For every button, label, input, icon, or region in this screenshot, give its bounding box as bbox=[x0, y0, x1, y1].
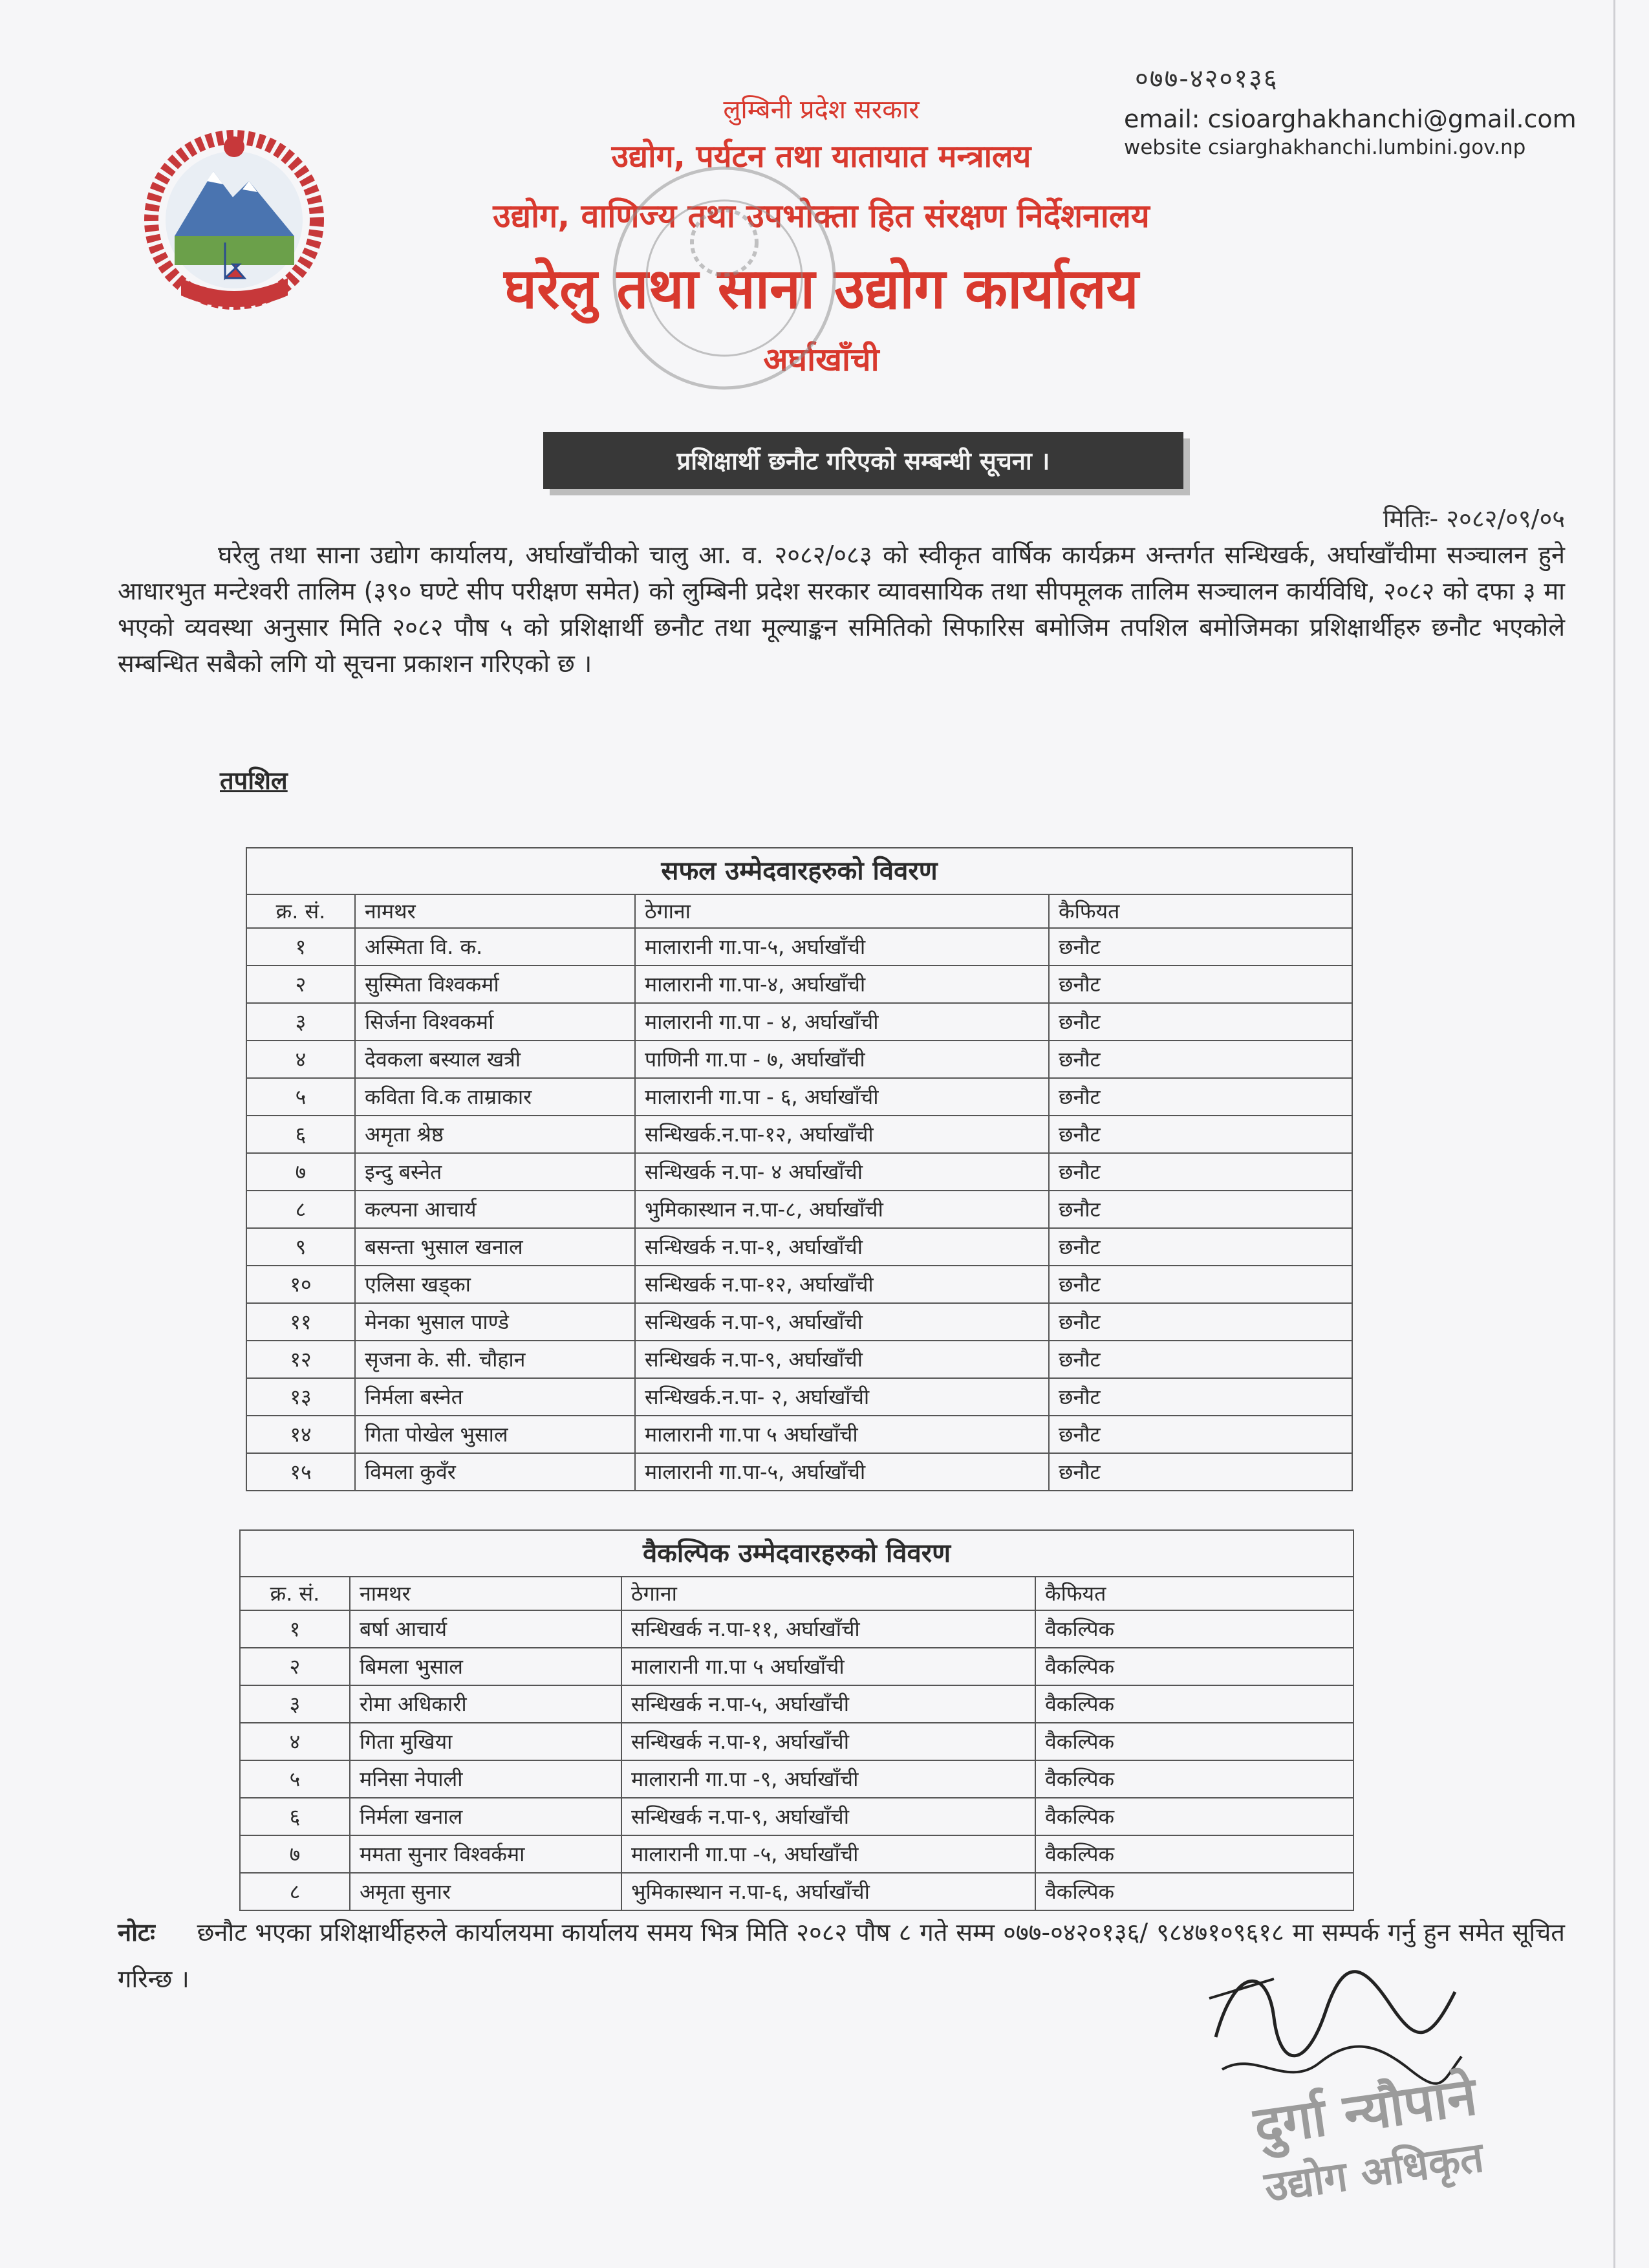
serial-cell: ७ bbox=[240, 1835, 350, 1873]
name-cell: सिर्जना विश्वकर्मा bbox=[355, 1003, 635, 1041]
name-cell: विमला कुवँर bbox=[355, 1453, 635, 1491]
column-header: कैफियत bbox=[1049, 894, 1352, 928]
address-cell: मालारानी गा.पा -९, अर्घाखाँची bbox=[621, 1760, 1035, 1798]
selected-candidates-table bbox=[246, 847, 1353, 1491]
table-row bbox=[246, 928, 1352, 966]
office-name: घरेलु तथा साना उद्योग कार्यालय bbox=[504, 257, 1139, 321]
name-cell: गिता मुखिया bbox=[350, 1723, 621, 1760]
remarks-cell: छनौट bbox=[1049, 1041, 1352, 1078]
remarks-cell: छनौट bbox=[1049, 1078, 1352, 1116]
scan-edge-divider bbox=[1613, 0, 1615, 2268]
table-row bbox=[246, 1378, 1352, 1416]
column-header: नामथर bbox=[355, 894, 635, 928]
serial-cell: ३ bbox=[246, 1003, 355, 1041]
remarks-cell: वैकल्पिक bbox=[1035, 1798, 1353, 1835]
notice-date: मितिः- २०८२/०९/०५ bbox=[1383, 504, 1565, 533]
name-cell: निर्मला बस्नेत bbox=[355, 1378, 635, 1416]
remarks-cell: छनौट bbox=[1049, 1416, 1352, 1453]
table-row bbox=[240, 1685, 1353, 1723]
remarks-cell: वैकल्पिक bbox=[1035, 1835, 1353, 1873]
address-cell: सन्धिखर्क न.पा-११, अर्घाखाँची bbox=[621, 1610, 1035, 1648]
officer-name: दुर्गा न्यौपाने bbox=[1250, 2065, 1481, 2158]
remarks-cell: वैकल्पिक bbox=[1035, 1610, 1353, 1648]
serial-cell: ४ bbox=[240, 1723, 350, 1760]
address-cell: सन्धिखर्क.न.पा-१२, अर्घाखाँची bbox=[635, 1116, 1049, 1153]
notice-body: घरेलु तथा साना उद्योग कार्यालय, अर्घाखाँचीको चालु आ. व. २०८२/०८३ को स्वीकृत वार्षिक कार्यक्रम अन्तर्गत सन्धिखर्क, अर्घाखाँचीमा सञ्चालन हुने आधारभुत मन्टेश्वरी तालिम (३९० घण्टे सीप परीक्षण समेत) को लुम्बिनी प्रदेश सरकार व्यावसायिक तथा सीपमूलक तालिम सञ्चालन कार्यविधि, २०८२ को दफा ३ मा भएको व्यवस्था अनुसार मिति २०८२ पौष ५ को प्रशिक्षार्थी छनौट तथा मूल्याङ्कन समितिको सिफारिस बमोजिम तपशिल बमोजिमका प्रशिक्षार्थीहरु छनौट भएकोले सम्बन्धित सबैको लगि यो सूचना प्रकाशन गरिएको छ । bbox=[118, 541, 1565, 678]
table-row bbox=[246, 1416, 1352, 1453]
table-row bbox=[240, 1760, 1353, 1798]
name-cell: कल्पना आचार्य bbox=[355, 1191, 635, 1228]
remarks-cell: छनौट bbox=[1049, 1266, 1352, 1303]
address-cell: सन्धिखर्क न.पा-९, अर्घाखाँची bbox=[621, 1798, 1035, 1835]
address-cell: पाणिनी गा.पा - ७, अर्घाखाँची bbox=[635, 1041, 1049, 1078]
address-cell: सन्धिखर्क न.पा-९, अर्घाखाँची bbox=[635, 1303, 1049, 1341]
table-row bbox=[246, 1153, 1352, 1191]
remarks-cell: छनौट bbox=[1049, 1003, 1352, 1041]
address-cell: मालारानी गा.पा-५, अर्घाखाँची bbox=[635, 928, 1049, 966]
address-cell: सन्धिखर्क न.पा- ४ अर्घाखाँची bbox=[635, 1153, 1049, 1191]
table-row bbox=[246, 1078, 1352, 1116]
remarks-cell: वैकल्पिक bbox=[1035, 1648, 1353, 1685]
notice-title: प्रशिक्षार्थी छनौट गरिएको सम्बन्धी सूचना । bbox=[543, 432, 1183, 489]
address-cell: मालारानी गा.पा - ४, अर्घाखाँची bbox=[635, 1003, 1049, 1041]
address-cell: सन्धिखर्क.न.पा- २, अर्घाखाँची bbox=[635, 1378, 1049, 1416]
table-row bbox=[240, 1798, 1353, 1835]
table-row bbox=[246, 1303, 1352, 1341]
address-cell: मालारानी गा.पा ५ अर्घाखाँची bbox=[621, 1648, 1035, 1685]
name-cell: इन्दु बस्नेत bbox=[355, 1153, 635, 1191]
table-row bbox=[246, 1453, 1352, 1491]
remarks-cell: वैकल्पिक bbox=[1035, 1873, 1353, 1910]
table-row bbox=[246, 1041, 1352, 1078]
name-cell: गिता पोखेल भुसाल bbox=[355, 1416, 635, 1453]
table-row bbox=[246, 1228, 1352, 1266]
column-header: क्र. सं. bbox=[246, 894, 355, 928]
remarks-cell: छनौट bbox=[1049, 1453, 1352, 1491]
column-header: क्र. सं. bbox=[240, 1577, 350, 1610]
remarks-cell: छनौट bbox=[1049, 1341, 1352, 1378]
name-cell: बर्षा आचार्य bbox=[350, 1610, 621, 1648]
table-row bbox=[246, 1191, 1352, 1228]
address-cell: सन्धिखर्क न.पा-५, अर्घाखाँची bbox=[621, 1685, 1035, 1723]
serial-cell: ८ bbox=[246, 1191, 355, 1228]
name-cell: ममता सुनार विश्वर्कमा bbox=[350, 1835, 621, 1873]
serial-cell: १० bbox=[246, 1266, 355, 1303]
remarks-cell: छनौट bbox=[1049, 966, 1352, 1003]
serial-cell: ६ bbox=[246, 1116, 355, 1153]
name-cell: कविता वि.क ताम्राकार bbox=[355, 1078, 635, 1116]
name-cell: रोमा अधिकारी bbox=[350, 1685, 621, 1723]
serial-cell: ७ bbox=[246, 1153, 355, 1191]
note-label: नोटः bbox=[118, 1918, 155, 1947]
table-row bbox=[240, 1835, 1353, 1873]
table-caption: सफल उम्मेदवारहरुको विवरण bbox=[246, 848, 1352, 894]
serial-cell: २ bbox=[240, 1648, 350, 1685]
name-cell: बिमला भुसाल bbox=[350, 1648, 621, 1685]
office-website: website csiarghakhanchi.lumbini.gov.np bbox=[1124, 136, 1526, 159]
serial-cell: ११ bbox=[246, 1303, 355, 1341]
serial-cell: १४ bbox=[246, 1416, 355, 1453]
column-header: ठेगाना bbox=[621, 1577, 1035, 1610]
remarks-cell: वैकल्पिक bbox=[1035, 1723, 1353, 1760]
name-cell: अस्मिता वि. क. bbox=[355, 928, 635, 966]
name-cell: बसन्ता भुसाल खनाल bbox=[355, 1228, 635, 1266]
table-row bbox=[240, 1648, 1353, 1685]
serial-cell: ९ bbox=[246, 1228, 355, 1266]
serial-cell: ८ bbox=[240, 1873, 350, 1910]
name-cell: सृजना के. सी. चौहान bbox=[355, 1341, 635, 1378]
column-header: ठेगाना bbox=[635, 894, 1049, 928]
column-header: नामथर bbox=[350, 1577, 621, 1610]
table-caption: वैकल्पिक उम्मेदवारहरुको विवरण bbox=[240, 1530, 1353, 1577]
office-phone: ०७७-४२०१३६ bbox=[1135, 64, 1278, 94]
name-cell: एलिसा खड्का bbox=[355, 1266, 635, 1303]
name-cell: निर्मला खनाल bbox=[350, 1798, 621, 1835]
remarks-cell: वैकल्पिक bbox=[1035, 1685, 1353, 1723]
address-cell: भुमिकास्थान न.पा-६, अर्घाखाँची bbox=[621, 1873, 1035, 1910]
address-cell: सन्धिखर्क न.पा-१२, अर्घाखाँची bbox=[635, 1266, 1049, 1303]
serial-cell: ६ bbox=[240, 1798, 350, 1835]
province-government: लुम्बिनी प्रदेश सरकार bbox=[723, 95, 920, 125]
table-row bbox=[240, 1610, 1353, 1648]
serial-cell: १५ bbox=[246, 1453, 355, 1491]
serial-cell: ५ bbox=[246, 1078, 355, 1116]
name-cell: मनिसा नेपाली bbox=[350, 1760, 621, 1798]
address-cell: मालारानी गा.पा ५ अर्घाखाँची bbox=[635, 1416, 1049, 1453]
address-cell: मालारानी गा.पा - ६, अर्घाखाँची bbox=[635, 1078, 1049, 1116]
directorate-name: उद्योग, वाणिज्य तथा उपभोक्ता हित संरक्षण निर्देशनालय bbox=[493, 197, 1150, 235]
nepal-emblem-icon bbox=[142, 126, 327, 314]
remarks-cell: छनौट bbox=[1049, 1228, 1352, 1266]
name-cell: अमृता सुनार bbox=[350, 1873, 621, 1910]
alternate-candidates-table bbox=[239, 1529, 1354, 1911]
name-cell: अमृता श्रेष्ठ bbox=[355, 1116, 635, 1153]
serial-cell: ५ bbox=[240, 1760, 350, 1798]
officer-title: उद्योग अधिकृत bbox=[1262, 2133, 1487, 2212]
office-location: अर्घाखाँची bbox=[763, 341, 879, 378]
name-cell: सुस्मिता विश्वकर्मा bbox=[355, 966, 635, 1003]
office-seal-icon bbox=[605, 158, 844, 398]
table-row bbox=[246, 1341, 1352, 1378]
address-cell: मालारानी गा.पा -५, अर्घाखाँची bbox=[621, 1835, 1035, 1873]
table-row bbox=[246, 966, 1352, 1003]
serial-cell: ३ bbox=[240, 1685, 350, 1723]
ministry-name: उद्योग, पर्यटन तथा यातायात मन्त्रालय bbox=[611, 138, 1031, 175]
name-cell: देवकला बस्याल खत्री bbox=[355, 1041, 635, 1078]
remarks-cell: वैकल्पिक bbox=[1035, 1760, 1353, 1798]
table-row bbox=[246, 1116, 1352, 1153]
table-row bbox=[246, 1266, 1352, 1303]
serial-cell: १३ bbox=[246, 1378, 355, 1416]
table-row bbox=[246, 1003, 1352, 1041]
remarks-cell: छनौट bbox=[1049, 1303, 1352, 1341]
serial-cell: १२ bbox=[246, 1341, 355, 1378]
column-header: कैफियत bbox=[1035, 1577, 1353, 1610]
address-cell: मालारानी गा.पा-५, अर्घाखाँची bbox=[635, 1453, 1049, 1491]
remarks-cell: छनौट bbox=[1049, 1378, 1352, 1416]
office-email: email: csioarghakhanchi@gmail.com bbox=[1124, 105, 1577, 133]
details-heading: तपशिल bbox=[220, 766, 288, 795]
table-row bbox=[240, 1723, 1353, 1760]
note-text: छनौट भएका प्रशिक्षार्थीहरुले कार्यालयमा कार्यालय समय भित्र मिति २०८२ पौष ८ गते सम्म ०७७-०४२०१३६/ ९८४७१०९६१८ मा सम्पर्क गर्नु हुन समेत सूचित गरिन्छ । bbox=[118, 1918, 1565, 1993]
remarks-cell: छनौट bbox=[1049, 1191, 1352, 1228]
address-cell: सन्धिखर्क न.पा-९, अर्घाखाँची bbox=[635, 1341, 1049, 1378]
remarks-cell: छनौट bbox=[1049, 928, 1352, 966]
address-cell: भुमिकास्थान न.पा-८, अर्घाखाँची bbox=[635, 1191, 1049, 1228]
address-cell: सन्धिखर्क न.पा-१, अर्घाखाँची bbox=[635, 1228, 1049, 1266]
name-cell: मेनका भुसाल पाण्डे bbox=[355, 1303, 635, 1341]
remarks-cell: छनौट bbox=[1049, 1153, 1352, 1191]
remarks-cell: छनौट bbox=[1049, 1116, 1352, 1153]
table-row bbox=[240, 1873, 1353, 1910]
address-cell: मालारानी गा.पा-४, अर्घाखाँची bbox=[635, 966, 1049, 1003]
address-cell: सन्धिखर्क न.पा-१, अर्घाखाँची bbox=[621, 1723, 1035, 1760]
serial-cell: २ bbox=[246, 966, 355, 1003]
serial-cell: ४ bbox=[246, 1041, 355, 1078]
serial-cell: १ bbox=[240, 1610, 350, 1648]
serial-cell: १ bbox=[246, 928, 355, 966]
